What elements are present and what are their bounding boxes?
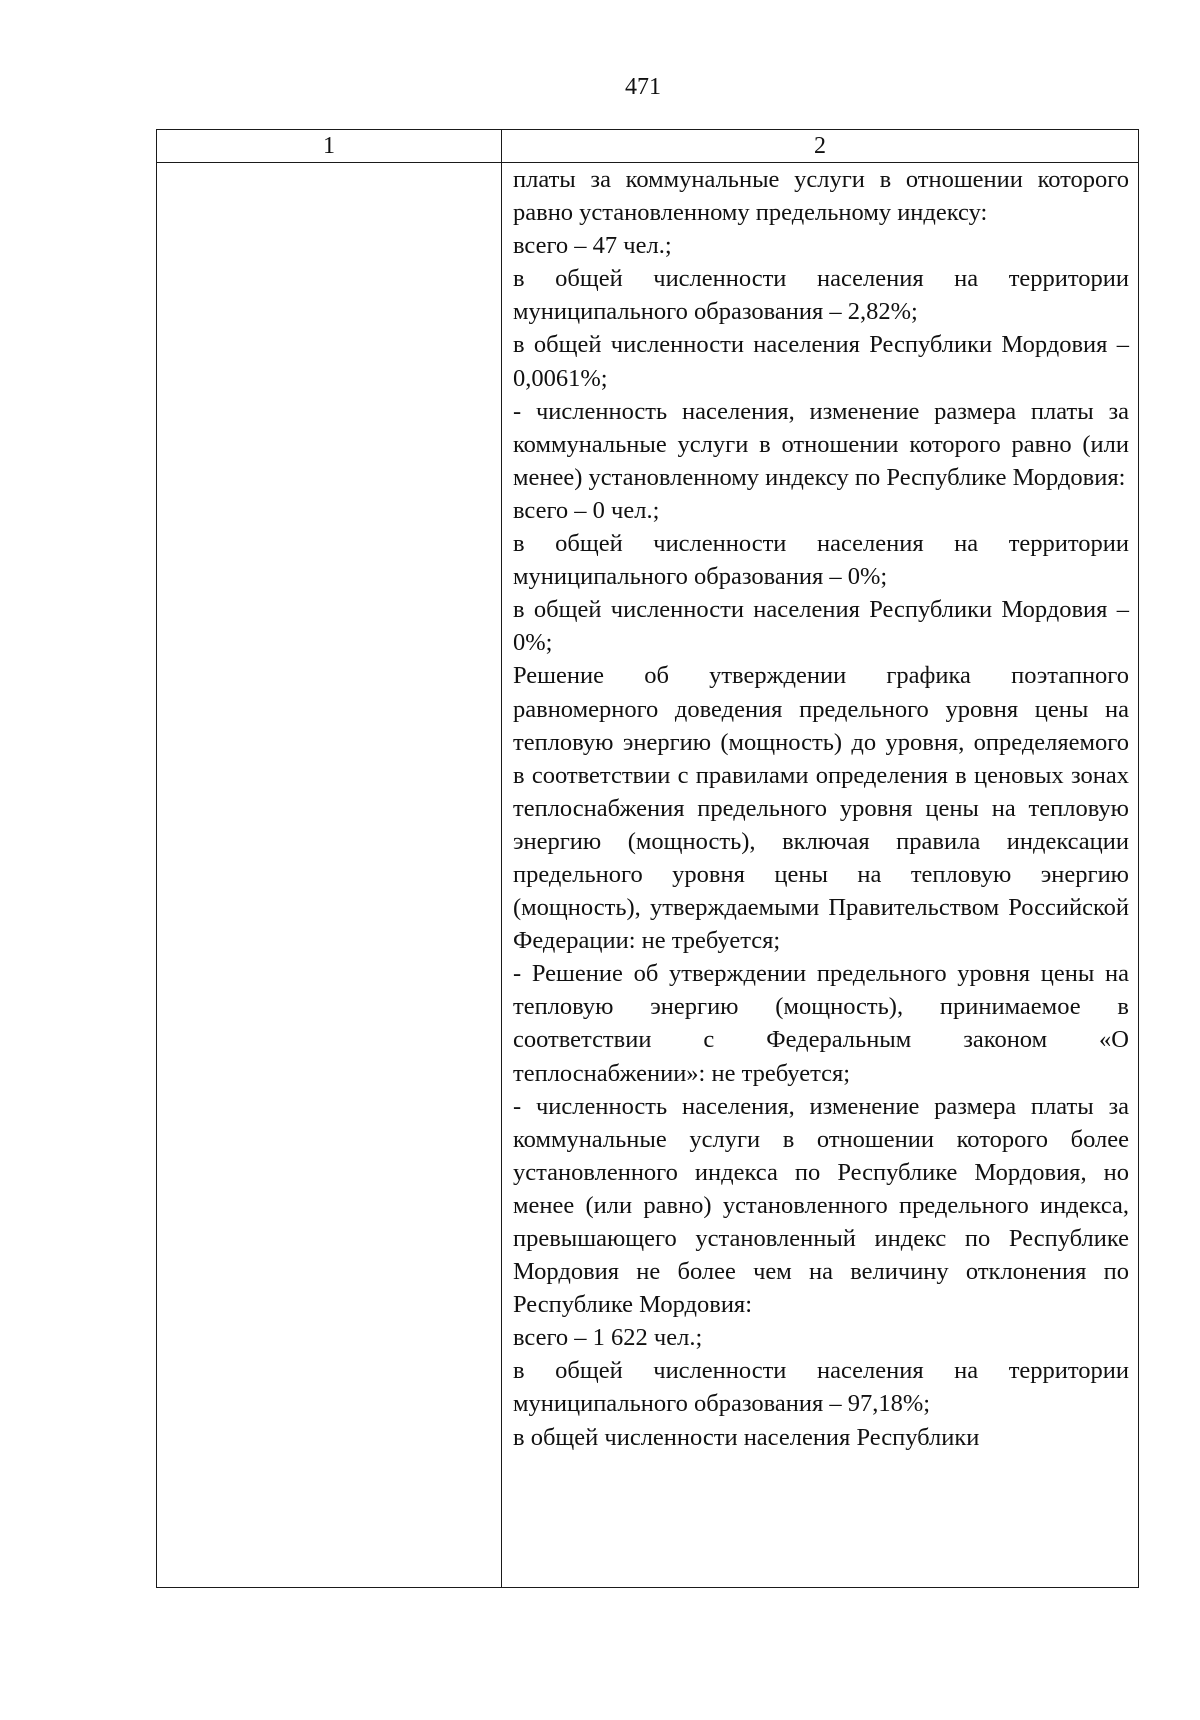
paragraph: в общей численности населения на территории муниципального образования – 0%; [513, 530, 1129, 591]
paragraph: платы за коммунальные услуги в отношении которого равно установленному предельному индексу: [513, 166, 1129, 227]
paragraph: - численность населения, изменение размера платы за коммунальные услуги в отношении которого равно (или менее) установленному индексу по Республике Мордовия: [513, 397, 1129, 491]
column-1-cell [157, 163, 502, 1588]
paragraph: Решение об утверждении графика поэтапного равномерного доведения предельного уровня цены на тепловую энергию (мощность) до уровня, определяемого в соответствии с правилами определения в ценовых зонах теплоснабжения предельного уровня цены на тепловую энергию (мощность), включая правила индексации предельного уровня цены на тепловую энергию (мощность), утверждаемыми Правительством Российской Федерации: не требуется; [513, 662, 1129, 955]
document-table [156, 129, 1139, 1588]
paragraph: - численность населения, изменение размера платы за коммунальные услуги в отношении которого более установленного индекса по Республике Мордовия, но менее (или равно) установленного предельного индекса, превышающего установленный индекс по Республике Мордовия не более чем на величину отклонения по Республике Мордовия: [513, 1092, 1129, 1319]
column-header-1: 1 [157, 130, 502, 163]
paragraph: в общей численности населения Республики [513, 1423, 980, 1451]
paragraph: в общей численности населения на территории муниципального образования – 97,18%; [513, 1357, 1129, 1418]
paragraph: всего – 47 чел.; [513, 232, 672, 260]
page-number: 471 [625, 74, 661, 100]
column-2-cell [502, 163, 1139, 1588]
table-row [157, 163, 1139, 1588]
paragraph: в общей численности населения на территории муниципального образования – 2,82%; [513, 265, 1129, 326]
paragraph: всего – 0 чел.; [513, 496, 660, 524]
paragraph: всего – 1 622 чел.; [513, 1324, 703, 1352]
paragraph: - Решение об утверждении предельного уровня цены на тепловую энергию (мощность), принимаемое в соответствии с Федеральным законом «О теплоснабжении»: не требуется; [513, 960, 1129, 1087]
paragraph: в общей численности населения Республики Мордовия – 0%; [513, 596, 1129, 657]
paragraph: в общей численности населения Республики Мордовия – 0,0061%; [513, 331, 1129, 392]
table-header-row [157, 130, 1139, 163]
column-header-2: 2 [502, 130, 1139, 163]
